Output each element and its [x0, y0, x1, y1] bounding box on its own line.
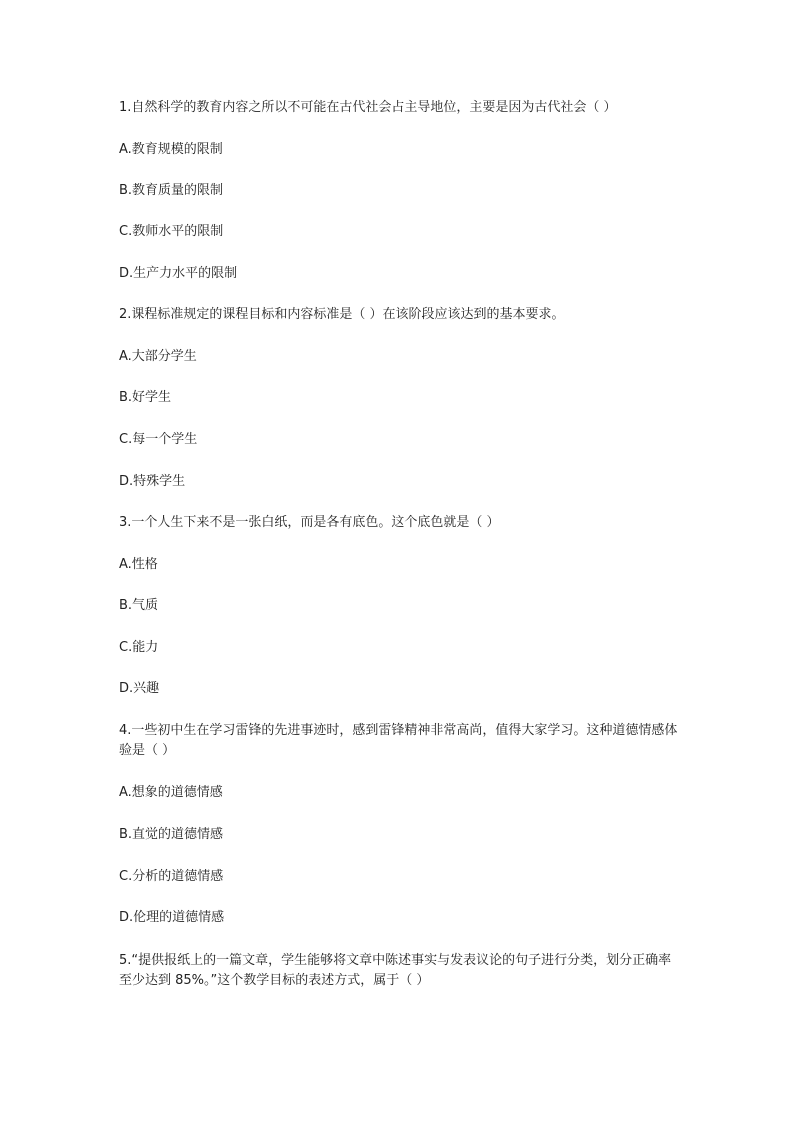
- question-4-option-a: A.想象的道德情感: [119, 785, 223, 800]
- question-4-option-d: D.伦理的道德情感: [119, 910, 225, 925]
- question-4-stem: 4.一些初中生在学习雷锋的先进事迹时，感到雷锋精神非常高尚，值得大家学习。这种道德情感体验是（ ）: [119, 723, 678, 758]
- question-2-option-b: B.好学生: [119, 390, 172, 405]
- question-1-option-a: A.教育规模的限制: [119, 142, 223, 157]
- question-1-option-b: B.教育质量的限制: [119, 183, 224, 198]
- question-1-option-d: D.生产力水平的限制: [119, 266, 238, 281]
- question-3-stem: 3.一个人生下来不是一张白纸，而是各有底色。这个底色就是（ ）: [119, 515, 500, 530]
- question-4-option-b: B.直觉的道德情感: [119, 827, 224, 842]
- question-2-stem: 2.课程标准规定的课程目标和内容标准是（ ）在该阶段应该达到的基本要求。: [119, 307, 565, 322]
- question-4-option-c: C.分析的道德情感: [119, 869, 224, 884]
- question-2-option-d: D.特殊学生: [119, 474, 186, 489]
- question-3-option-b: B.气质: [119, 598, 159, 613]
- question-1-stem: 1.自然科学的教育内容之所以不可能在古代社会占主导地位，主要是因为古代社会（ ）: [119, 100, 617, 115]
- question-3-option-a: A.性格: [119, 557, 158, 572]
- question-2-option-a: A.大部分学生: [119, 349, 197, 364]
- question-2-option-c: C.每一个学生: [119, 432, 198, 447]
- question-3-option-c: C.能力: [119, 640, 159, 655]
- question-3-option-d: D.兴趣: [119, 681, 160, 696]
- question-1-option-c: C.教师水平的限制: [119, 224, 224, 239]
- question-5-stem: 5.“提供报纸上的一篇文章，学生能够将文章中陈述事实与发表议论的句子进行分类，划分正确率至少达到 85%。”这个教学目标的表述方式，属于（ ）: [119, 953, 672, 988]
